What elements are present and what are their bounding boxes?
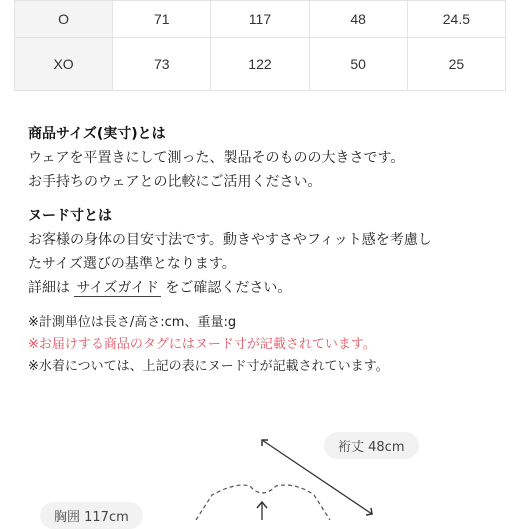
chest-size-label: 胸囲 117cm: [40, 502, 143, 529]
detail-suffix: をご確認ください。: [165, 280, 292, 296]
sleeve-length-label: 裄丈 48cm: [324, 432, 419, 459]
size-label: O: [15, 1, 113, 38]
size-guide-link[interactable]: サイズガイド: [76, 280, 159, 296]
nude-size-text: お客様の身体の目安寸法です。動きやすさやフィット感を考慮し: [28, 232, 432, 248]
note-units: ※計測単位は長さ/高さ:cm、重量:g: [28, 315, 237, 330]
table-cell: 24.5: [407, 1, 505, 38]
table-cell: 122: [211, 38, 309, 91]
nude-size-heading: ヌード寸とは: [28, 208, 112, 224]
product-size-text: お手持ちのウェアとの比較にご活用ください。: [28, 174, 322, 190]
detail-prefix: 詳細は: [28, 280, 70, 296]
notes-section: [28, 312, 508, 378]
table-cell: 71: [113, 1, 211, 38]
table-cell: 25: [407, 38, 505, 91]
table-cell: 48: [309, 1, 407, 38]
table-cell: 50: [309, 38, 407, 91]
table-row: [15, 1, 506, 38]
table-cell: 117: [211, 1, 309, 38]
table-cell: 73: [113, 38, 211, 91]
product-size-text: ウェアを平置きにして測った、製品そのものの大きさです。: [28, 150, 405, 166]
nude-size-text: たサイズ選びの基準となります。: [28, 256, 236, 272]
size-table: [14, 0, 506, 91]
table-row: [15, 38, 506, 91]
product-size-heading: 商品サイズ(実寸)とは: [28, 126, 166, 142]
size-label: XO: [15, 38, 113, 91]
product-size-section: [28, 122, 508, 194]
note-swimwear: ※水着については、上記の表にヌード寸が記載されています。: [28, 359, 389, 374]
note-tag-warning: ※お届けする商品のタグにはヌード寸が記載されています。: [28, 337, 376, 352]
nude-size-detail: [28, 276, 508, 300]
nude-size-section: [28, 204, 508, 300]
